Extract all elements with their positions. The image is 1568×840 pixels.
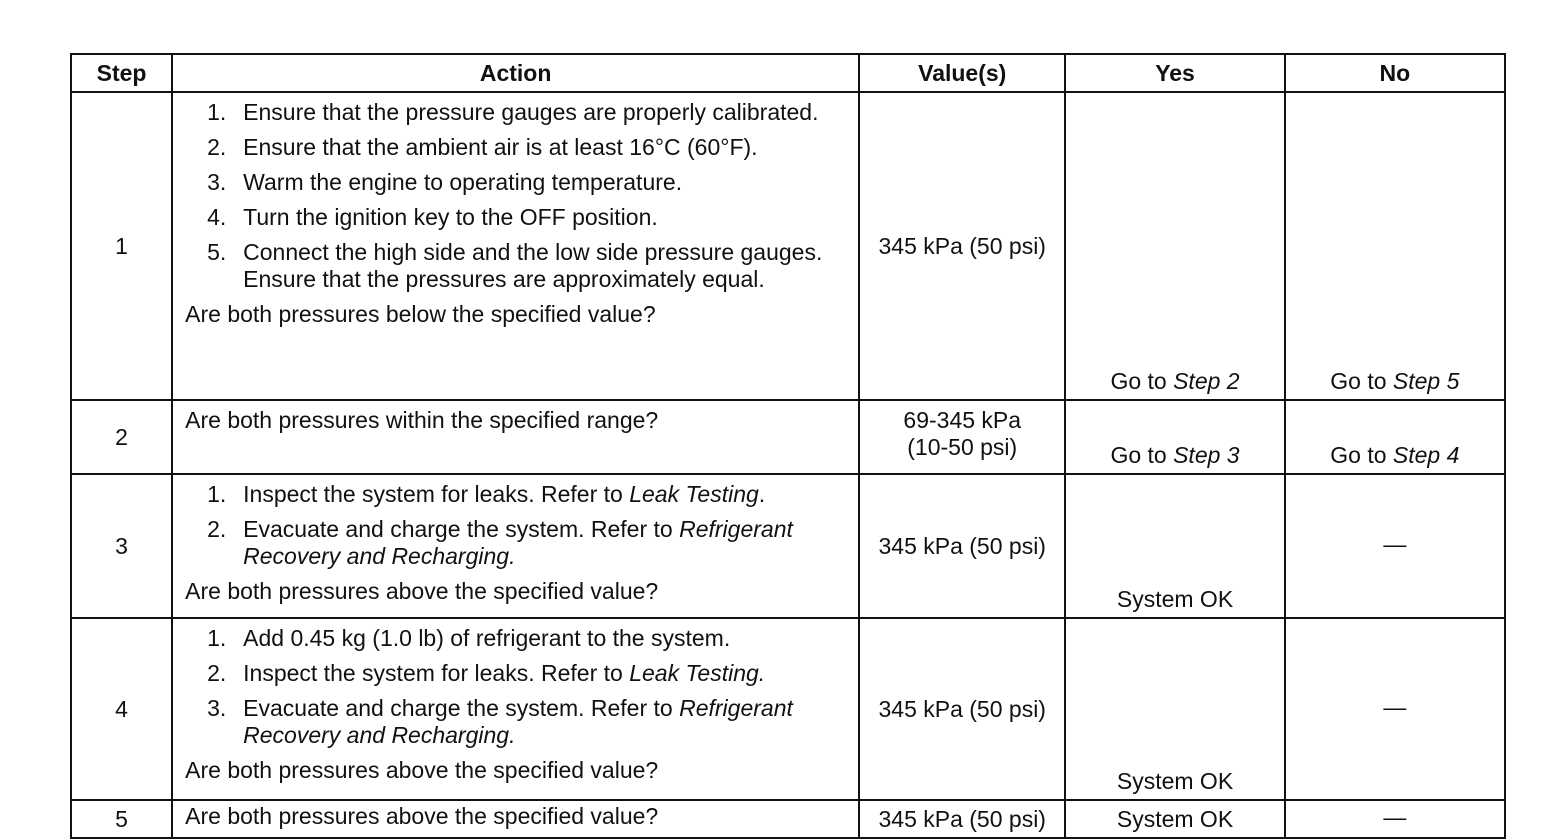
value-cell: 69-345 kPa (10-50 psi) [859, 400, 1065, 474]
yes-cell: System OK [1065, 618, 1284, 800]
list-item: 3. Evacuate and charge the system. Refer to Refrigerant Recovery and Recharging. [207, 695, 793, 748]
table-row [71, 400, 1505, 474]
header-values: Value(s) [859, 54, 1065, 92]
step-link[interactable]: Step 2 [1173, 368, 1240, 394]
table-row [71, 474, 1505, 618]
value-cell: 345 kPa (50 psi) [859, 92, 1065, 400]
action-cell [172, 800, 859, 838]
step-link[interactable]: Step 3 [1173, 442, 1240, 468]
list-item: 1. Ensure that the pressure gauges are properly calibrated. [207, 99, 819, 125]
yes-cell: Go to Step 2 [1065, 92, 1284, 400]
yes-cell: System OK [1065, 474, 1284, 618]
list-item: 4. Turn the ignition key to the OFF position. [207, 204, 658, 230]
list-item: 2. Evacuate and charge the system. Refer to Refrigerant Recovery and Recharging. [207, 516, 793, 569]
question-text: Are both pressures above the specified value? [185, 757, 659, 783]
action-cell [172, 92, 859, 400]
list-item: 1. Add 0.45 kg (1.0 lb) of refrigerant to the system. [207, 625, 731, 651]
header-no: No [1285, 54, 1505, 92]
list-item: 3. Warm the engine to operating temperature. [207, 169, 683, 195]
no-cell: Go to Step 5 [1285, 92, 1505, 400]
no-cell: — [1285, 618, 1505, 800]
reference-link[interactable]: Leak Testing [629, 660, 759, 686]
step-number: 5 [71, 800, 172, 838]
header-step: Step [71, 54, 172, 92]
step-number: 1 [71, 92, 172, 400]
step-number: 4 [71, 618, 172, 800]
question-text: Are both pressures within the specified range? [185, 407, 659, 433]
header-action: Action [172, 54, 859, 92]
action-list [185, 625, 850, 749]
value-cell: 345 kPa (50 psi) [859, 474, 1065, 618]
table-row [71, 618, 1505, 800]
question-text: Are both pressures above the specified value? [185, 803, 659, 829]
step-number: 3 [71, 474, 172, 618]
step-number: 2 [71, 400, 172, 474]
action-cell [172, 618, 859, 800]
list-item: 2. Inspect the system for leaks. Refer to Leak Testing. [207, 660, 766, 686]
value-cell: 345 kPa (50 psi) [859, 618, 1065, 800]
list-item: 1. Inspect the system for leaks. Refer to Leak Testing. [207, 481, 766, 507]
no-cell: — [1285, 474, 1505, 618]
step-link[interactable]: Step 4 [1392, 442, 1460, 468]
reference-link[interactable]: Refrigerant Recovery and Recharging [243, 695, 793, 748]
table-row [71, 800, 1505, 838]
action-cell [172, 474, 859, 618]
no-cell: Go to Step 4 [1285, 400, 1505, 474]
table-row [71, 92, 1505, 400]
yes-cell: Go to Step 3 [1065, 400, 1284, 474]
value-cell: 345 kPa (50 psi) [859, 800, 1065, 838]
action-list [185, 481, 850, 570]
reference-link[interactable]: Refrigerant Recovery and Recharging [243, 516, 793, 569]
header-row [71, 54, 1505, 92]
action-list [185, 99, 850, 293]
diagnostic-table [70, 53, 1506, 839]
question-text: Are both pressures above the specified value? [185, 578, 659, 604]
action-cell [172, 400, 859, 474]
list-item: 2. Ensure that the ambient air is at least 16°C (60°F). [207, 134, 758, 160]
list-item: 5. Connect the high side and the low side pressure gauges. Ensure that the pressures are approximately equal. [207, 239, 823, 292]
header-yes: Yes [1065, 54, 1284, 92]
question-text: Are both pressures below the specified value? [185, 301, 656, 327]
step-link[interactable]: Step 5 [1392, 368, 1460, 394]
no-cell: — [1285, 800, 1505, 838]
yes-cell: System OK [1065, 800, 1284, 838]
reference-link[interactable]: Leak Testing [629, 481, 759, 507]
